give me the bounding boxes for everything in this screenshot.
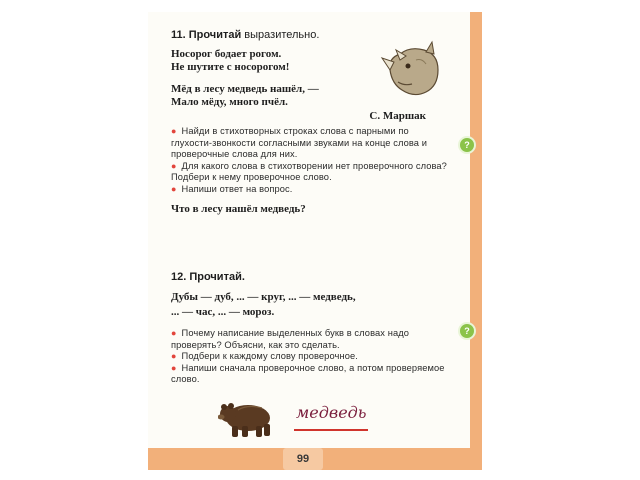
exercise-12-tasks — [171, 328, 451, 386]
poem-line: Мало мёду, много пчёл. — [171, 96, 288, 108]
task-item: ● Почему написание выделенных букв в словах надо проверять? Объясни, как это сделать. — [171, 328, 410, 350]
exercise-11-tasks — [171, 126, 451, 196]
handwriting-baseline — [294, 429, 368, 431]
bullet-icon: ● — [171, 351, 177, 362]
question-badge-icon: ? — [458, 322, 476, 340]
handwritten-word: медведь — [296, 403, 367, 422]
page-frame-right — [470, 12, 482, 470]
task-item: ● Подбери к каждому слову проверочное. — [171, 351, 358, 362]
question: Что в лесу нашёл медведь? — [171, 202, 306, 215]
bullet-icon: ● — [171, 362, 177, 373]
word-pairs-line: ... — час, ... — мороз. — [171, 306, 275, 318]
word-pairs-line: Дубы — дуб, ... — круг, ... — медведь, — [171, 291, 356, 303]
task-item: ● Для какого слова в стихотворении нет проверочного слова? Подбери к нему проверочное слово. — [171, 160, 447, 183]
task-item: ● Напиши ответ на вопрос. — [171, 183, 293, 194]
exercise-12-label: 12. Прочитай. — [171, 271, 245, 283]
bear-icon — [218, 396, 276, 438]
exercise-12-title — [171, 270, 451, 284]
bullet-icon: ● — [171, 160, 177, 171]
task-item: ● Найди в стихотворных строках слова с парными по глухости-звонкости согласными звуками на конце слова и проверочные слова для них. — [171, 126, 428, 160]
page-number: 99 — [283, 448, 323, 470]
task-item: ● Напиши сначала проверочное слово, а потом проверяемое слово. — [171, 362, 445, 385]
poem-line: Не шутите с носорогом! — [171, 61, 290, 73]
bullet-icon: ● — [171, 126, 177, 136]
word-pairs — [171, 290, 451, 320]
exercise-11-label: 11. Прочитай — [171, 29, 242, 41]
question-badge-icon: ? — [458, 136, 476, 154]
bullet-icon: ● — [171, 183, 177, 194]
exercise-11-instruction: выразительно. — [244, 29, 320, 41]
poem-author: С. Маршак — [369, 110, 426, 122]
exercise-12 — [171, 270, 451, 386]
rhino-icon — [380, 40, 442, 100]
poem-line: Мёд в лесу медведь нашёл, — — [171, 83, 319, 95]
bullet-icon: ● — [171, 328, 177, 338]
poem-line: Носорог бодает рогом. — [171, 48, 282, 60]
